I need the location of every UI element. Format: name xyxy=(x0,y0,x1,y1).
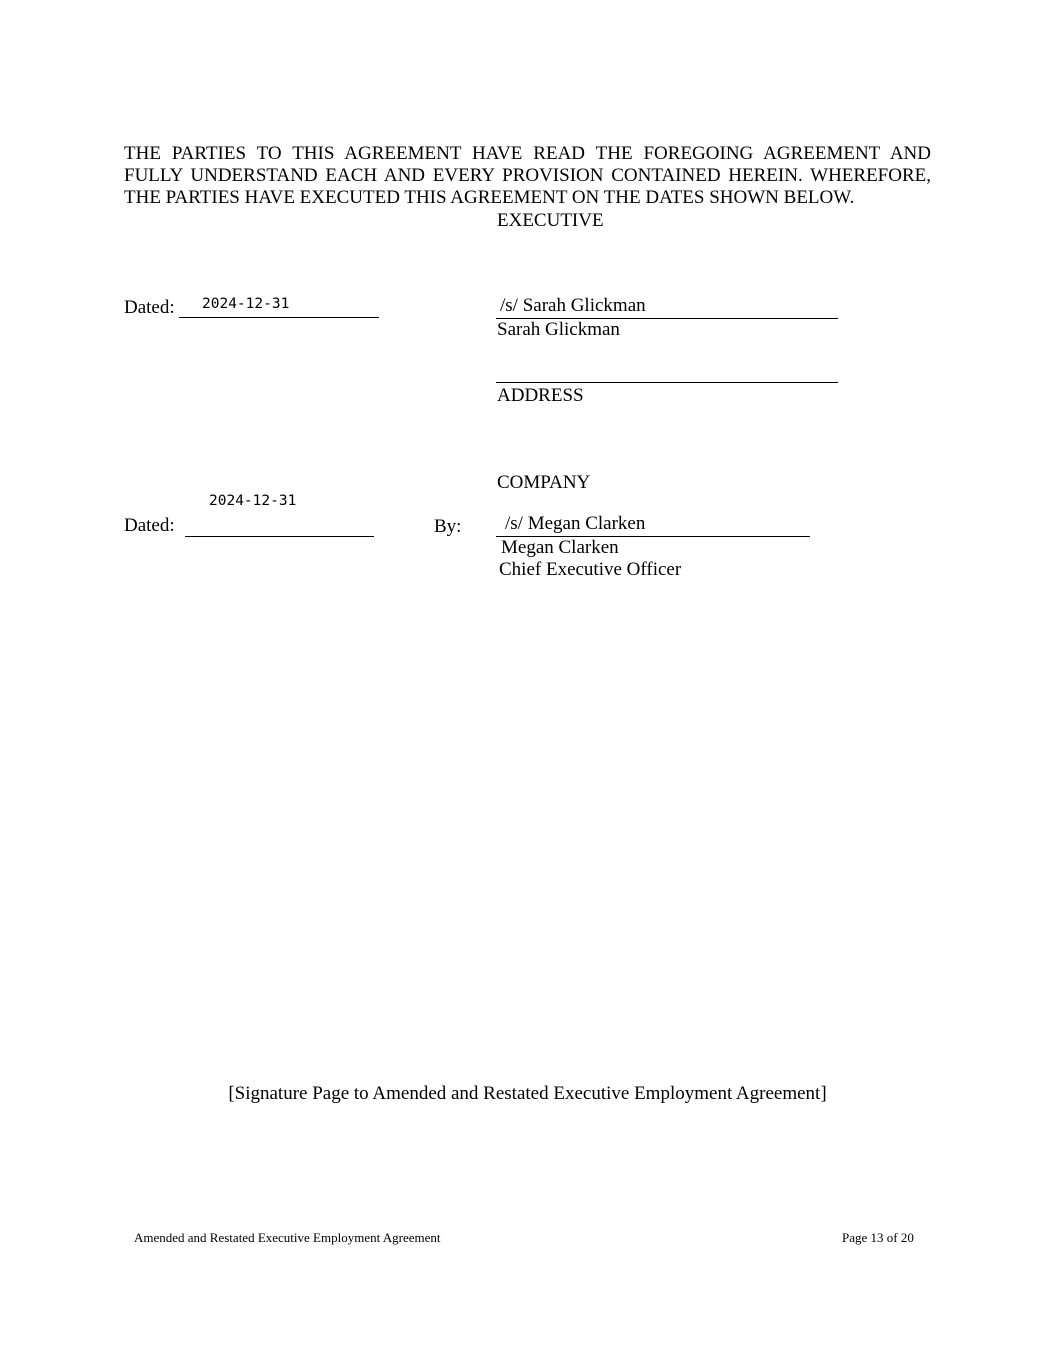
company-signer-title: Chief Executive Officer xyxy=(499,559,682,580)
company-signer-name: Megan Clarken xyxy=(501,537,619,558)
executive-dated-label: Dated: xyxy=(124,297,175,318)
by-label: By: xyxy=(434,516,462,537)
executive-signature: /s/ Sarah Glickman xyxy=(500,295,646,316)
executive-date-value: 2024-12-31 xyxy=(202,296,290,312)
page-number: Page 13 of 20 xyxy=(842,1230,914,1245)
company-signature: /s/ Megan Clarken xyxy=(505,513,646,534)
intro-paragraph: THE PARTIES TO THIS AGREEMENT HAVE READ THE FOREGOING AGREEMENT AND FULLY UNDERSTAND EACH AND EVERY PROVISION CONTAINED HEREIN. WHEREFORE, THE PARTIES HAVE EXECUTED THIS AGREEMENT ON THE DATES SHOWN BELOW. xyxy=(124,143,931,208)
address-line xyxy=(496,382,838,383)
company-date-value: 2024-12-31 xyxy=(209,493,297,509)
executive-heading: EXECUTIVE xyxy=(497,210,604,231)
company-dated-label: Dated: xyxy=(124,515,175,536)
signature-page-caption: [Signature Page to Amended and Restated Executive Employment Agreement] xyxy=(228,1083,827,1104)
company-heading: COMPANY xyxy=(497,472,591,493)
executive-date-line xyxy=(179,317,379,318)
address-label: ADDRESS xyxy=(497,385,584,406)
company-date-line xyxy=(185,536,374,537)
executive-name: Sarah Glickman xyxy=(497,319,620,340)
footer-title: Amended and Restated Executive Employment Agreement xyxy=(134,1230,441,1245)
